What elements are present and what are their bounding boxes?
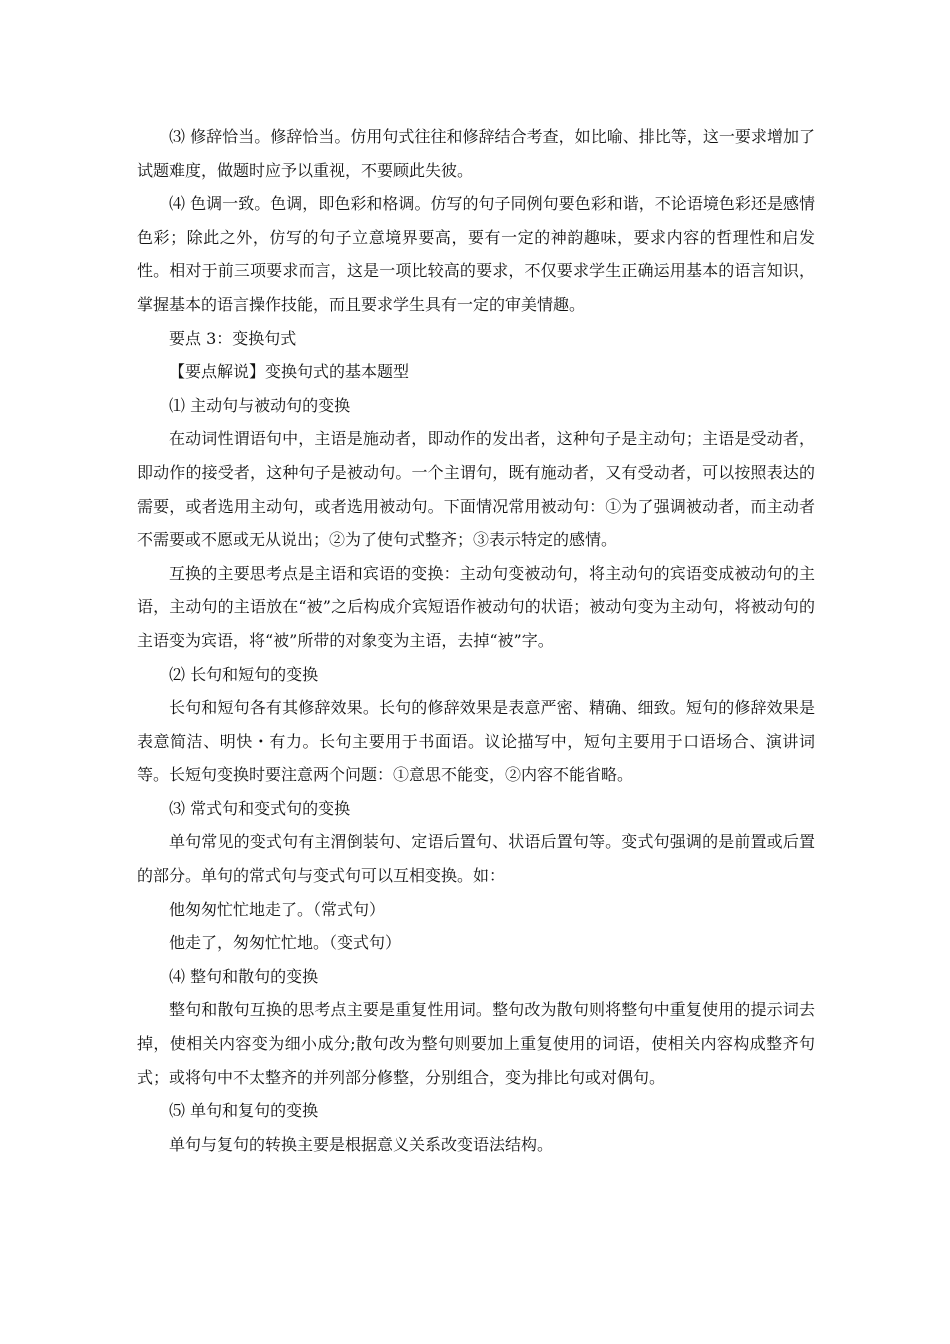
document-body [137, 120, 815, 1161]
example-normal-sentence: 他匆匆忙忙地走了。（常式句） [169, 899, 386, 919]
paragraph-active-passive-definition: 在动词性谓语句中，主语是施动者，即动作的发出者，这种句子是主动句；主语是受动者，即动作的接受者，这种句子是被动句。一个主谓句，既有施动者，又有受动者，可以按照表达的需要，或者选用主动句，或者选用被动句。下面情况常用被动句：①为了强调被动者，而主动者不需要或不愿或无从说出；②为了使句式整齐；③表示特定的感情。 [137, 429, 815, 550]
section-heading-point-3: 要点 3：变换句式 [169, 328, 297, 348]
item-heading-normal-variant: ⑶ 常式句和变式句的变换 [169, 798, 351, 818]
paragraph-normal-variant: 单句常见的变式句有主渭倒装句、定语后置句、状语后置句等。变式句强调的是前置或后置的部分。单句的常式句与变式句可以互相变换。如： [137, 832, 815, 886]
paragraph-long-short: 长句和短句各有其修辞效果。长句的修辞效果是表意严密、精确、细致。短句的修辞效果是表意简洁、明快・有力。长句主要用于书面语。议论描写中，短句主要用于口语场合、演讲词等。长短句变换时要注意两个问题：①意思不能变，②内容不能省略。 [137, 698, 815, 785]
paragraph-parallel-loose: 整句和散句互换的思考点主要是重复性用词。整句改为散句则将整句中重复使用的提示词去掉，使相关内容变为细小成分;散句改为整句则要加上重复使用的词语，使相关内容构成整齐句式；或将句中不太整齐的并列部分修整，分别组合，变为排比句或对偶句。 [137, 1000, 815, 1087]
item-heading-simple-compound: ⑸ 单句和复句的变换 [169, 1101, 319, 1121]
paragraph-tone-consistent: ⑷ 色调一致。色调，即色彩和格调。仿写的句子同例句要色彩和谐，不论语境色彩还是感情色彩；除此之外，仿写的句子立意境界要高，要有一定的神韵趣味，要求内容的哲理性和启发性。相对于前三项要求而言，这是一项比较高的要求，不仅要求学生正确运用基本的语言知识，掌握基本的语言操作技能，而且要求学生具有一定的审美情趣。 [137, 194, 815, 314]
section-subheading-explanation: 【要点解说】变换句式的基本题型 [169, 362, 410, 382]
paragraph-active-passive-conversion: 互换的主要思考点是主语和宾语的变换：主动句变被动句，将主动句的宾语变成被动句的主语，主动句的主语放在“被”之后构成介宾短语作被动句的状语；被动句变为主动句，将被动句的主语变为宾语，将“被”所带的对象变为主语，去掉“被”字。 [137, 563, 815, 650]
paragraph-simple-compound: 单句与复句的转换主要是根据意义关系改变语法结构。 [169, 1134, 554, 1154]
item-heading-long-short: ⑵ 长句和短句的变换 [169, 664, 319, 684]
example-variant-sentence: 他走了，匆匆忙忙地。（变式句） [169, 933, 402, 953]
paragraph-rhetoric-appropriate: ⑶ 修辞恰当。修辞恰当。仿用句式往往和修辞结合考查，如比喻、排比等，这一要求增加了试题难度，做题时应予以重视，不要顾此失彼。 [137, 127, 815, 180]
item-heading-active-passive: ⑴ 主动句与被动句的变换 [169, 395, 351, 415]
item-heading-parallel-loose: ⑷ 整句和散句的变换 [169, 966, 319, 986]
